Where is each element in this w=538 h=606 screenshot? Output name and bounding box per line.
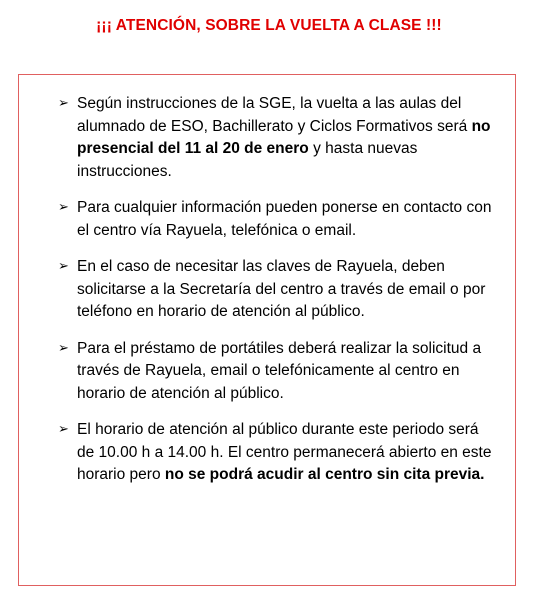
arrowhead-bullet-icon: ➢ — [58, 200, 69, 215]
bullet-text: Para cualquier información pueden ponerse en contacto con el centro vía Rayuela, telefónica o email. — [77, 199, 492, 239]
bullet-bold-text: no se podrá acudir al centro sin cita previa. — [164, 466, 485, 483]
arrowhead-bullet-icon: ➢ — [58, 96, 69, 111]
bullet-item-rayuela-keys — [58, 256, 498, 324]
notice-title: ¡¡¡ ATENCIÓN, SOBRE LA VUELTA A CLASE !!! — [96, 17, 442, 34]
bullet-item-laptop-loan — [58, 338, 498, 406]
bullet-text-end: y hasta nuevas instrucciones. — [77, 140, 418, 180]
bullet-bold-text: no presencial del 11 al 20 de enero — [77, 117, 491, 157]
bullet-text: En el caso de necesitar las claves de Rayuela, deben solicitarse a la Secretaría del centro a través de email o por teléfono en horario de atención al público. — [77, 258, 486, 320]
bullet-item-opening-hours — [58, 419, 498, 487]
arrowhead-bullet-icon: ➢ — [58, 422, 69, 437]
bullet-text: Según instrucciones de la SGE, la vuelta a las aulas del alumnado de ESO, Bachillerato y Ciclos Formativos será — [77, 95, 472, 135]
arrowhead-bullet-icon: ➢ — [58, 340, 69, 356]
bullet-text: El horario de atención al público durante este periodo será de 10.00 h a 14.00 h. El centro permanecerá abierto en este horario pero — [77, 421, 492, 483]
bullet-item-schedule — [58, 93, 498, 183]
bullet-item-contact — [58, 197, 498, 242]
arrowhead-bullet-icon: ➢ — [58, 259, 69, 274]
notice-bullet-list — [58, 93, 498, 487]
bullet-text: Para el préstamo de portátiles deberá realizar la solicitud a través de Rayuela, email o telefónicamente al centro en horario de atención al público. — [77, 339, 482, 402]
